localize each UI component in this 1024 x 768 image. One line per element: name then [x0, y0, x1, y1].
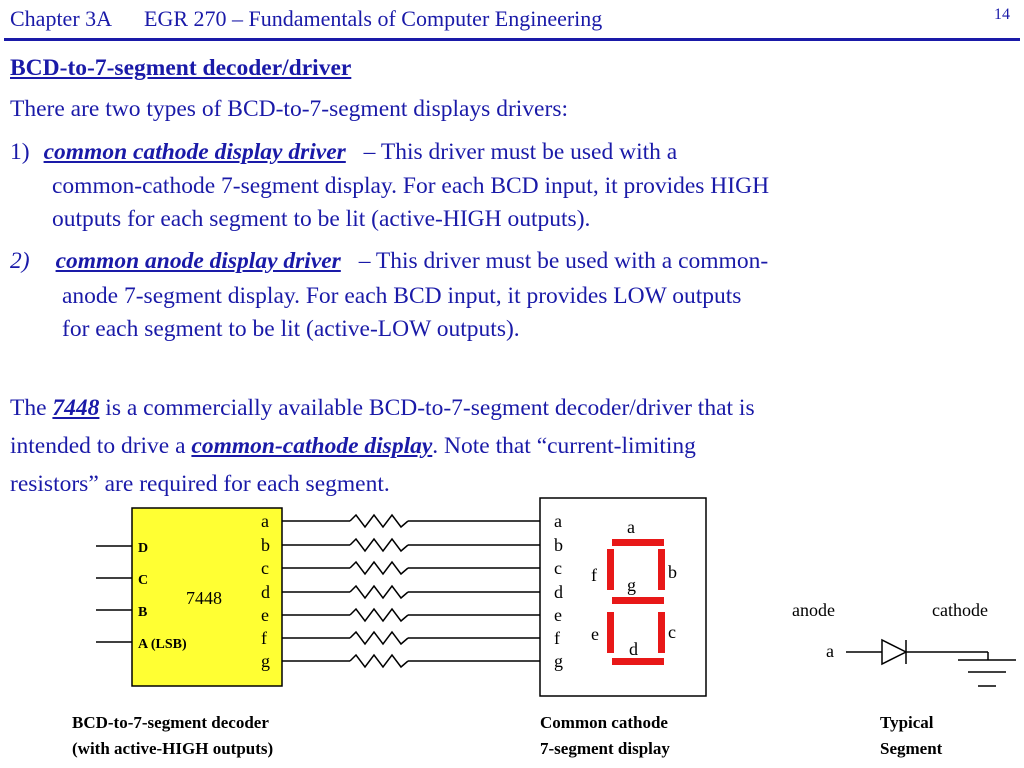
item2-line2: anode 7-segment display. For each BCD input, it provides LOW outputs — [62, 283, 742, 309]
diode-icon — [882, 640, 906, 664]
segment-label-a: a — [627, 517, 635, 537]
output-label: e — [261, 605, 269, 625]
display-pin-label: g — [554, 651, 563, 671]
segment-c — [658, 612, 665, 653]
item2-term: common anode display driver — [55, 248, 341, 274]
output-label: a — [261, 511, 269, 531]
para-line2-end: . Note that “current-limiting — [432, 433, 696, 459]
input-label: C — [138, 573, 149, 588]
display-pin-label: c — [554, 558, 562, 578]
input-label: D — [138, 541, 149, 556]
segment-f — [607, 549, 614, 590]
segment-label-f: f — [591, 565, 597, 585]
item1-line3: outputs for each segment to be lit (active-HIGH outputs). — [52, 206, 591, 232]
segment-pin-label: a — [826, 641, 834, 661]
item1-number: 1) — [10, 139, 30, 165]
segment-caption-line1: Typical — [880, 713, 934, 732]
segment-a — [612, 539, 664, 546]
resistor-icon — [350, 586, 408, 598]
display-caption — [540, 710, 670, 762]
cathode-label: cathode — [932, 600, 988, 620]
segment-e — [607, 612, 614, 653]
intro-text: There are two types of BCD-to-7-segment displays drivers: — [10, 96, 568, 122]
para-line2-start: intended to drive a — [10, 433, 192, 459]
para-the: The — [10, 395, 53, 421]
resistor-icon — [350, 515, 408, 527]
decoder-caption — [72, 710, 273, 762]
item1-line2: common-cathode 7-segment display. For each BCD input, it provides HIGH — [52, 173, 770, 199]
para-mid: is a commercially available BCD-to-7-segment decoder/driver that is — [99, 395, 755, 421]
display-caption-line2: 7-segment display — [540, 739, 670, 758]
segment-g — [612, 597, 664, 604]
segment-label-e: e — [591, 624, 599, 644]
course-title: EGR 270 – Fundamentals of Computer Engineering — [144, 6, 603, 31]
display-pin-label: e — [554, 605, 562, 625]
display-pin-label: f — [554, 628, 560, 648]
chapter-label: Chapter 3A — [10, 6, 113, 31]
resistor-icon — [350, 539, 408, 551]
resistor-icon — [350, 609, 408, 621]
segment-label-c: c — [668, 622, 676, 642]
item1-term: common cathode display driver — [43, 139, 346, 165]
display-pin-label: a — [554, 511, 562, 531]
segment-b — [658, 549, 665, 590]
item2-text1: – This driver must be used with a common- — [352, 248, 769, 274]
segment-caption — [880, 710, 942, 762]
decoder-caption-line1: BCD-to-7-segment decoder — [72, 713, 269, 732]
para-display: common-cathode display — [191, 433, 433, 459]
segment-label-b: b — [668, 562, 677, 582]
display-pin-label: d — [554, 582, 563, 602]
output-label: f — [261, 628, 267, 648]
item2-number: 2) — [10, 248, 30, 274]
display-pin-label: b — [554, 535, 563, 555]
anode-label: anode — [792, 600, 835, 620]
output-label: b — [261, 535, 270, 555]
page-number: 14 — [994, 6, 1010, 23]
segment-label-g: g — [627, 575, 636, 595]
input-label: A (LSB) — [138, 637, 187, 652]
output-label: g — [261, 651, 270, 671]
output-label: c — [261, 558, 269, 578]
resistor-icon — [350, 632, 408, 644]
segment-label-d: d — [629, 639, 638, 659]
para-chip: 7448 — [52, 395, 100, 421]
chip-label: 7448 — [186, 588, 222, 608]
item2-line3: for each segment to be lit (active-LOW outputs). — [62, 316, 520, 342]
para-line3: resistors” are required for each segment. — [10, 471, 390, 497]
resistor-icon — [350, 655, 408, 667]
segment-d — [612, 658, 664, 665]
input-label: B — [138, 605, 148, 620]
resistor-icon — [350, 562, 408, 574]
display-caption-line1: Common cathode — [540, 713, 668, 732]
output-label: d — [261, 582, 270, 602]
decoder-caption-line2: (with active-HIGH outputs) — [72, 739, 274, 758]
item1-text1: – This driver must be used with a — [357, 139, 678, 165]
segment-caption-line2: Segment — [880, 739, 943, 758]
slide-title-text: BCD-to-7-segment decoder/driver — [10, 55, 352, 81]
segment-wires — [282, 515, 540, 667]
